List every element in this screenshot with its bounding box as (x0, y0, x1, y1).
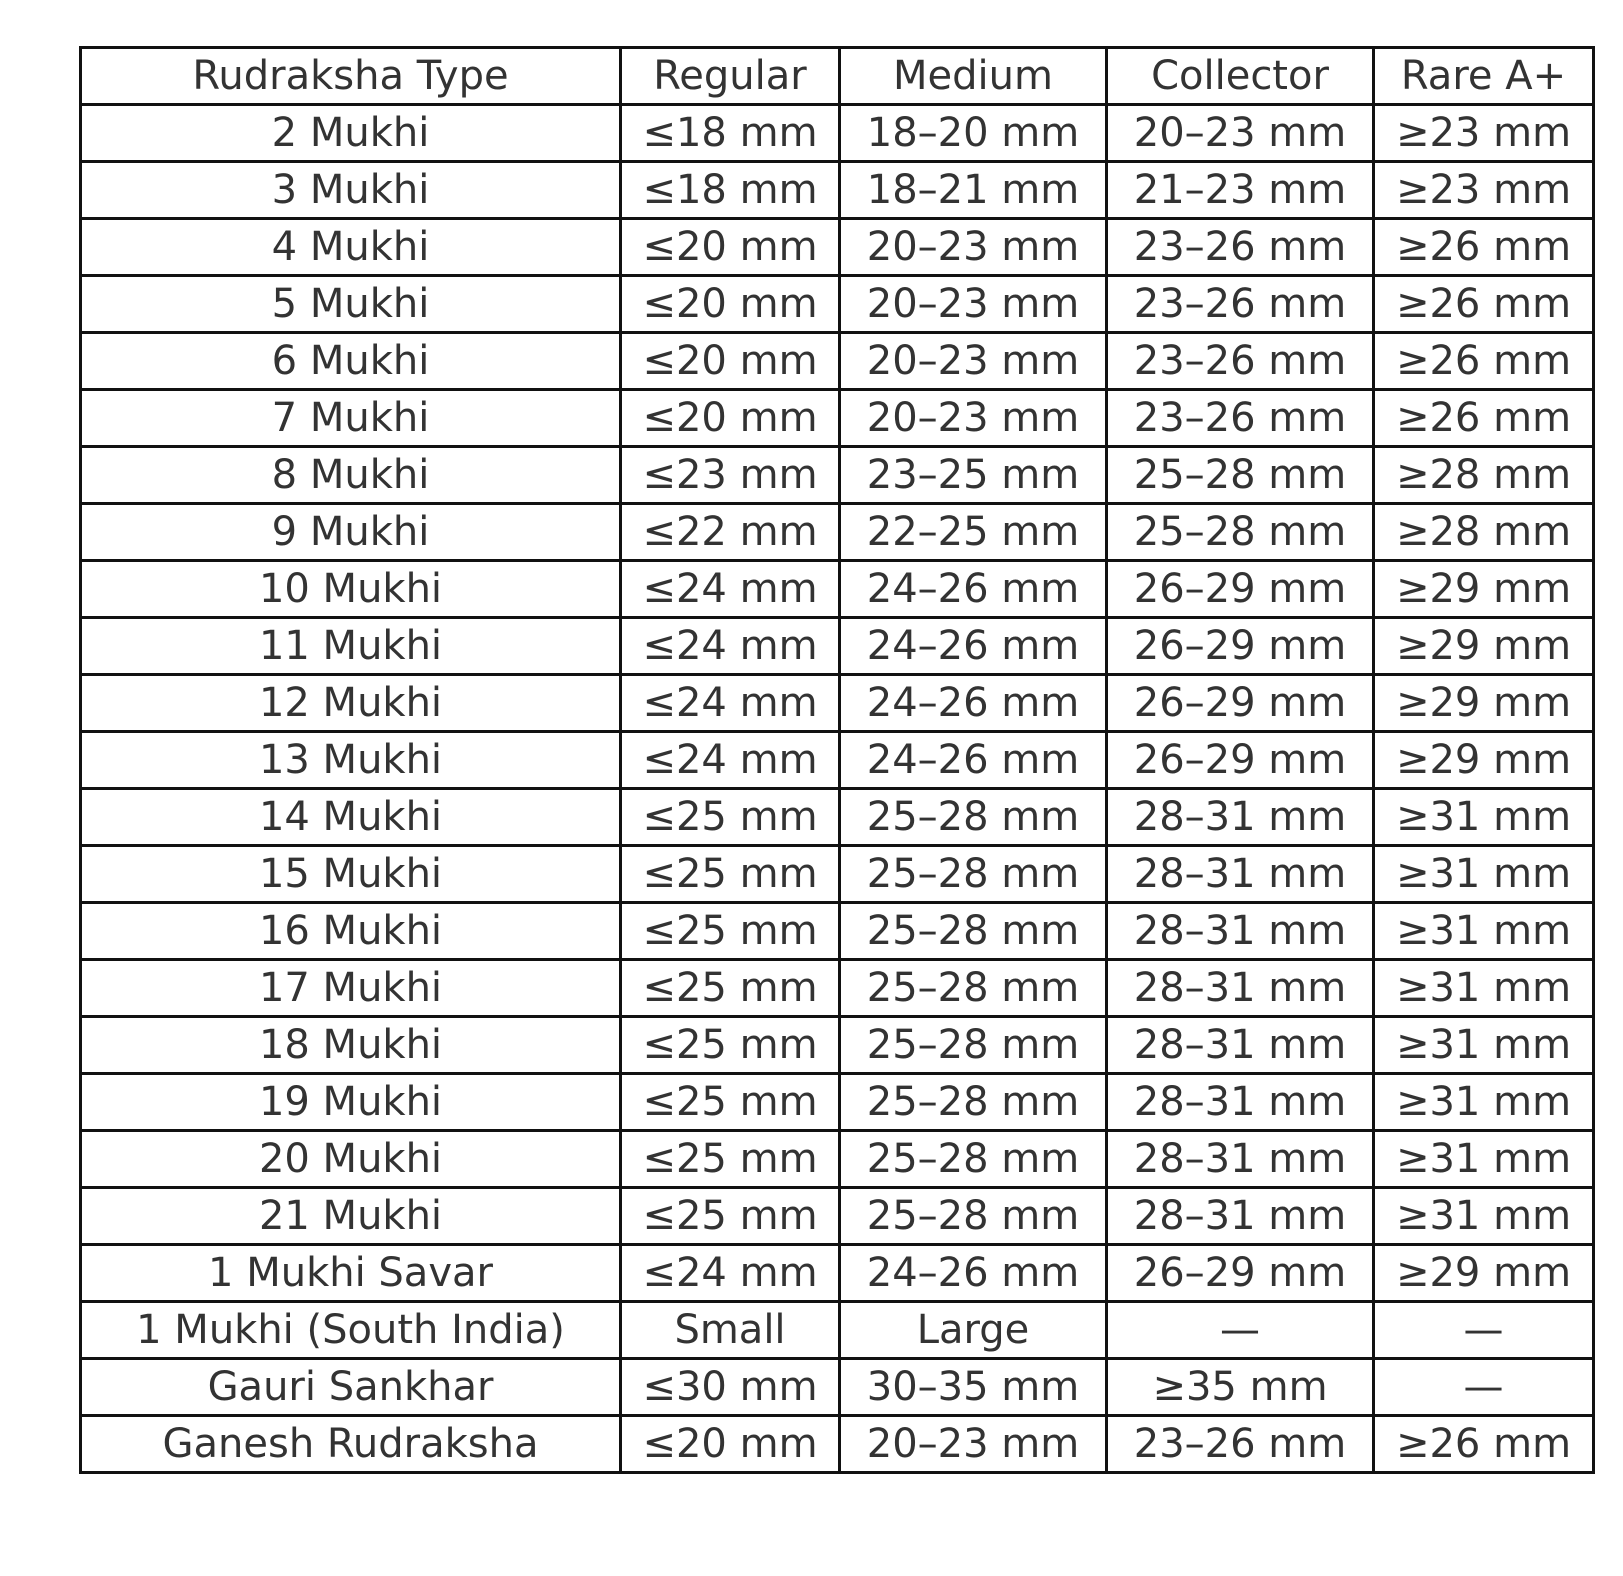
table-row (81, 1302, 1594, 1359)
cell-medium: 30–35 mm (840, 1359, 1107, 1416)
cell-regular: ≤25 mm (621, 846, 840, 903)
cell-type: 21 Mukhi (81, 1188, 621, 1245)
cell-type: 13 Mukhi (81, 732, 621, 789)
table-row (81, 1131, 1594, 1188)
cell-medium: 25–28 mm (840, 846, 1107, 903)
cell-rare-a-plus: ≥23 mm (1374, 162, 1594, 219)
cell-collector: 21–23 mm (1107, 162, 1374, 219)
cell-rare-a-plus: ≥31 mm (1374, 789, 1594, 846)
cell-rare-a-plus: ≥29 mm (1374, 1245, 1594, 1302)
cell-type: 6 Mukhi (81, 333, 621, 390)
cell-collector: 28–31 mm (1107, 1017, 1374, 1074)
table-row (81, 1188, 1594, 1245)
table-row (81, 276, 1594, 333)
column-header-medium: Medium (840, 48, 1107, 105)
cell-regular: ≤25 mm (621, 1131, 840, 1188)
cell-collector: 28–31 mm (1107, 960, 1374, 1017)
cell-rare-a-plus: ≥31 mm (1374, 846, 1594, 903)
cell-medium: 20–23 mm (840, 1416, 1107, 1473)
cell-regular: ≤20 mm (621, 276, 840, 333)
cell-regular: ≤24 mm (621, 675, 840, 732)
cell-regular: ≤24 mm (621, 561, 840, 618)
cell-rare-a-plus: ≥26 mm (1374, 1416, 1594, 1473)
table-body (81, 105, 1594, 1473)
cell-collector: 28–31 mm (1107, 1074, 1374, 1131)
cell-regular: ≤20 mm (621, 333, 840, 390)
cell-type: 9 Mukhi (81, 504, 621, 561)
cell-medium: 24–26 mm (840, 732, 1107, 789)
cell-collector: 26–29 mm (1107, 1245, 1374, 1302)
cell-medium: 24–26 mm (840, 1245, 1107, 1302)
cell-regular: ≤24 mm (621, 1245, 840, 1302)
cell-type: 18 Mukhi (81, 1017, 621, 1074)
cell-type: 3 Mukhi (81, 162, 621, 219)
cell-collector: 26–29 mm (1107, 618, 1374, 675)
cell-type: 20 Mukhi (81, 1131, 621, 1188)
cell-rare-a-plus: ≥29 mm (1374, 561, 1594, 618)
table-row (81, 219, 1594, 276)
cell-rare-a-plus: ≥29 mm (1374, 675, 1594, 732)
rudraksha-size-table (79, 46, 1595, 1474)
cell-medium: 25–28 mm (840, 960, 1107, 1017)
cell-type: 8 Mukhi (81, 447, 621, 504)
cell-rare-a-plus: — (1374, 1359, 1594, 1416)
cell-type: 1 Mukhi (South India) (81, 1302, 621, 1359)
cell-regular: ≤25 mm (621, 1017, 840, 1074)
cell-collector: 23–26 mm (1107, 333, 1374, 390)
cell-rare-a-plus: ≥31 mm (1374, 903, 1594, 960)
table-row (81, 1245, 1594, 1302)
table-row (81, 960, 1594, 1017)
cell-medium: 20–23 mm (840, 333, 1107, 390)
cell-rare-a-plus: ≥31 mm (1374, 1188, 1594, 1245)
cell-collector: 23–26 mm (1107, 1416, 1374, 1473)
table-row (81, 447, 1594, 504)
cell-medium: 24–26 mm (840, 618, 1107, 675)
cell-medium: 24–26 mm (840, 675, 1107, 732)
column-header-collector: Collector (1107, 48, 1374, 105)
cell-type: 14 Mukhi (81, 789, 621, 846)
cell-type: 15 Mukhi (81, 846, 621, 903)
cell-type: 1 Mukhi Savar (81, 1245, 621, 1302)
header-row (81, 48, 1594, 105)
cell-type: 11 Mukhi (81, 618, 621, 675)
cell-rare-a-plus: ≥31 mm (1374, 1017, 1594, 1074)
table-row (81, 504, 1594, 561)
table-row (81, 846, 1594, 903)
column-header-regular: Regular (621, 48, 840, 105)
table-row (81, 618, 1594, 675)
size-table-container (79, 46, 1595, 1474)
cell-collector: 26–29 mm (1107, 732, 1374, 789)
table-row (81, 561, 1594, 618)
cell-medium: 25–28 mm (840, 1131, 1107, 1188)
cell-type: 5 Mukhi (81, 276, 621, 333)
column-header-rare-a-plus: Rare A+ (1374, 48, 1594, 105)
cell-rare-a-plus: ≥29 mm (1374, 732, 1594, 789)
cell-medium: Large (840, 1302, 1107, 1359)
cell-collector: 20–23 mm (1107, 105, 1374, 162)
cell-rare-a-plus: ≥26 mm (1374, 276, 1594, 333)
table-row (81, 105, 1594, 162)
cell-medium: 25–28 mm (840, 1017, 1107, 1074)
cell-medium: 22–25 mm (840, 504, 1107, 561)
cell-rare-a-plus: ≥29 mm (1374, 618, 1594, 675)
cell-rare-a-plus: ≥26 mm (1374, 219, 1594, 276)
cell-type: Gauri Sankhar (81, 1359, 621, 1416)
cell-rare-a-plus: ≥26 mm (1374, 333, 1594, 390)
cell-medium: 20–23 mm (840, 390, 1107, 447)
cell-collector: 23–26 mm (1107, 276, 1374, 333)
cell-regular: ≤25 mm (621, 1074, 840, 1131)
cell-medium: 25–28 mm (840, 1188, 1107, 1245)
table-header (81, 48, 1594, 105)
cell-type: 12 Mukhi (81, 675, 621, 732)
table-row (81, 333, 1594, 390)
cell-medium: 20–23 mm (840, 276, 1107, 333)
table-row (81, 732, 1594, 789)
cell-medium: 25–28 mm (840, 903, 1107, 960)
cell-regular: Small (621, 1302, 840, 1359)
cell-collector: 23–26 mm (1107, 219, 1374, 276)
cell-regular: ≤25 mm (621, 903, 840, 960)
cell-type: 4 Mukhi (81, 219, 621, 276)
column-header-type: Rudraksha Type (81, 48, 621, 105)
table-row (81, 1074, 1594, 1131)
cell-collector: ≥35 mm (1107, 1359, 1374, 1416)
cell-medium: 18–20 mm (840, 105, 1107, 162)
cell-regular: ≤24 mm (621, 732, 840, 789)
cell-collector: 28–31 mm (1107, 903, 1374, 960)
cell-rare-a-plus: ≥28 mm (1374, 504, 1594, 561)
cell-medium: 18–21 mm (840, 162, 1107, 219)
cell-medium: 25–28 mm (840, 789, 1107, 846)
cell-regular: ≤22 mm (621, 504, 840, 561)
table-row (81, 789, 1594, 846)
table-row (81, 390, 1594, 447)
cell-type: Ganesh Rudraksha (81, 1416, 621, 1473)
cell-type: 17 Mukhi (81, 960, 621, 1017)
cell-rare-a-plus: ≥28 mm (1374, 447, 1594, 504)
cell-type: 10 Mukhi (81, 561, 621, 618)
cell-medium: 25–28 mm (840, 1074, 1107, 1131)
cell-type: 7 Mukhi (81, 390, 621, 447)
cell-medium: 20–23 mm (840, 219, 1107, 276)
cell-regular: ≤24 mm (621, 618, 840, 675)
table-row (81, 162, 1594, 219)
cell-medium: 24–26 mm (840, 561, 1107, 618)
cell-regular: ≤18 mm (621, 105, 840, 162)
cell-collector: 26–29 mm (1107, 675, 1374, 732)
cell-regular: ≤25 mm (621, 789, 840, 846)
cell-regular: ≤18 mm (621, 162, 840, 219)
cell-regular: ≤30 mm (621, 1359, 840, 1416)
cell-collector: — (1107, 1302, 1374, 1359)
cell-collector: 28–31 mm (1107, 1131, 1374, 1188)
cell-rare-a-plus: ≥31 mm (1374, 960, 1594, 1017)
cell-collector: 28–31 mm (1107, 846, 1374, 903)
cell-regular: ≤25 mm (621, 1188, 840, 1245)
table-row (81, 1017, 1594, 1074)
table-row (81, 903, 1594, 960)
cell-type: 2 Mukhi (81, 105, 621, 162)
cell-collector: 23–26 mm (1107, 390, 1374, 447)
cell-type: 16 Mukhi (81, 903, 621, 960)
cell-collector: 25–28 mm (1107, 504, 1374, 561)
table-row (81, 675, 1594, 732)
cell-collector: 25–28 mm (1107, 447, 1374, 504)
cell-regular: ≤23 mm (621, 447, 840, 504)
cell-rare-a-plus: ≥26 mm (1374, 390, 1594, 447)
cell-collector: 26–29 mm (1107, 561, 1374, 618)
cell-rare-a-plus: ≥31 mm (1374, 1131, 1594, 1188)
cell-regular: ≤25 mm (621, 960, 840, 1017)
cell-regular: ≤20 mm (621, 219, 840, 276)
cell-rare-a-plus: ≥23 mm (1374, 105, 1594, 162)
cell-regular: ≤20 mm (621, 390, 840, 447)
cell-collector: 28–31 mm (1107, 1188, 1374, 1245)
cell-medium: 23–25 mm (840, 447, 1107, 504)
cell-regular: ≤20 mm (621, 1416, 840, 1473)
cell-collector: 28–31 mm (1107, 789, 1374, 846)
cell-type: 19 Mukhi (81, 1074, 621, 1131)
cell-rare-a-plus: — (1374, 1302, 1594, 1359)
table-row (81, 1416, 1594, 1473)
table-row (81, 1359, 1594, 1416)
cell-rare-a-plus: ≥31 mm (1374, 1074, 1594, 1131)
